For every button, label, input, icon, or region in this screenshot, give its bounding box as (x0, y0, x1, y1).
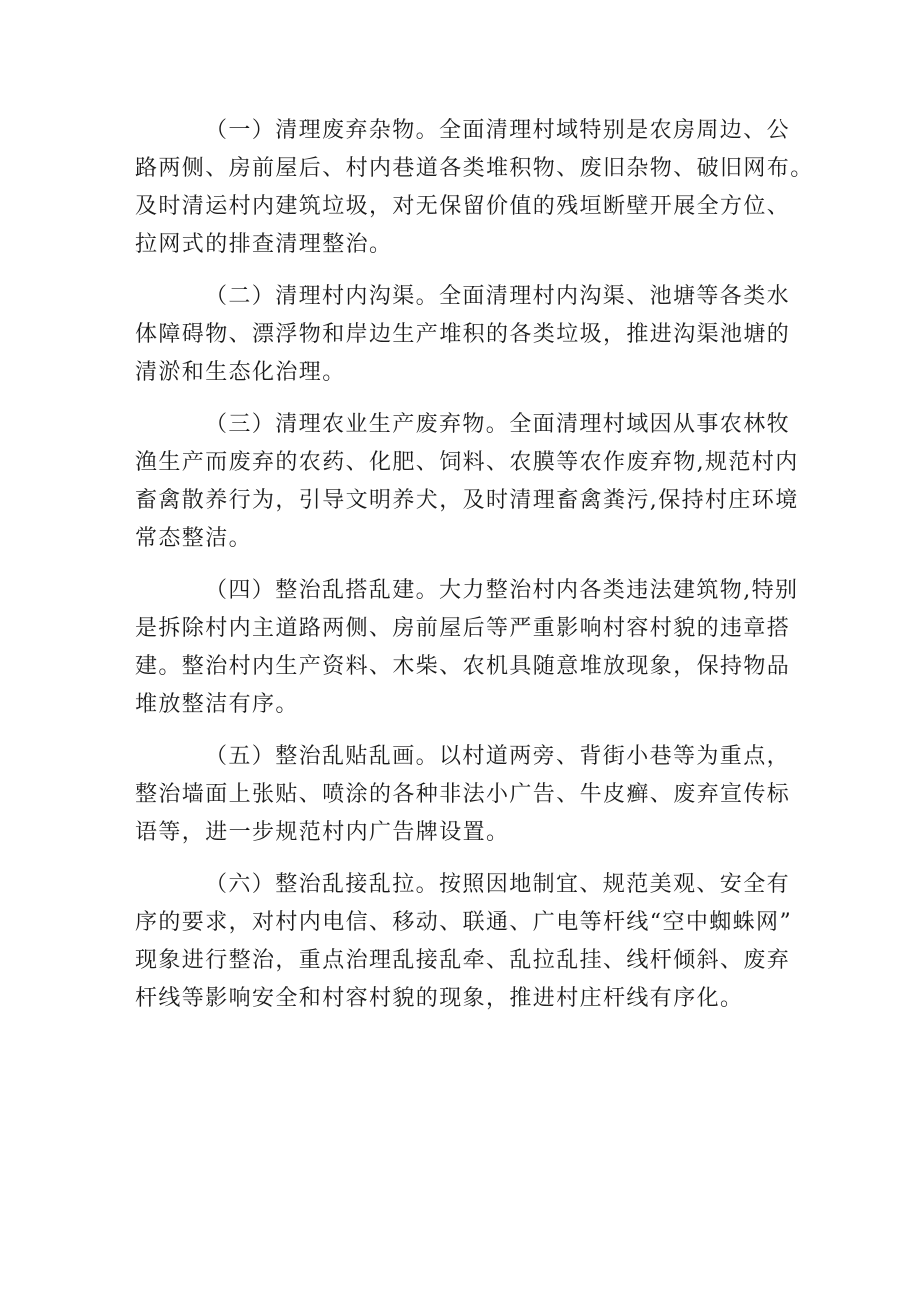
paragraph-line: 是拆除村内主道路两侧、房前屋后等严重影响村容村貌的违章搭 (135, 616, 791, 641)
paragraph-line: （六）整治乱接乱拉。按照因地制宜、规范美观、安全有 (205, 872, 791, 897)
paragraph-line: 及时清运村内建筑垃圾，对无保留价值的残垣断壁开展全方位、 (135, 194, 791, 219)
paragraph-line: 畜禽散养行为，引导文明养犬，及时清理畜禽粪污,保持村庄环境 (135, 488, 799, 513)
paragraph-line: 渔生产而废弃的农药、化肥、饲料、农膜等农作废弃物,规范村内 (135, 450, 799, 475)
paragraph-4 (135, 572, 803, 724)
paragraph-line: 常态整洁。 (135, 526, 253, 551)
paragraph-line: （二）清理村内沟渠。全面清理村内沟渠、池塘等各类水 (205, 284, 791, 309)
paragraph-1 (135, 112, 814, 264)
paragraph-line: 堆放整洁有序。 (135, 692, 299, 717)
paragraph-line: 整治墙面上张贴、喷涂的各种非法小广告、牛皮癣、废弃宣传标 (135, 782, 791, 807)
paragraph-line: （一）清理废弃杂物。全面清理村域特别是农房周边、公 (205, 118, 791, 143)
paragraph-5 (135, 738, 803, 852)
paragraph-line: （五）整治乱贴乱画。以村道两旁、背街小巷等为重点， (205, 744, 791, 769)
paragraph-line: 建。整治村内生产资料、木柴、农机具随意堆放现象，保持物品 (135, 654, 791, 679)
paragraph-line: 语等，进一步规范村内广告牌设置。 (135, 820, 510, 845)
paragraph-line: 现象进行整治，重点治理乱接乱牵、乱拉乱挂、线杆倾斜、废弃 (135, 948, 791, 973)
paragraph-line: 路两侧、房前屋后、村内巷道各类堆积物、废旧杂物、破旧网布。 (135, 156, 814, 181)
document-body (135, 112, 814, 1032)
paragraph-line: 清淤和生态化治理。 (135, 360, 346, 385)
paragraph-line: 拉网式的排查清理整治。 (135, 232, 393, 257)
paragraph-line: （四）整治乱搭乱建。大力整治村内各类违法建筑物,特别 (205, 578, 799, 603)
paragraph-line: 体障碍物、漂浮物和岸边生产堆积的各类垃圾，推进沟渠池塘的 (135, 322, 791, 347)
paragraph-3 (135, 406, 803, 558)
paragraph-6 (135, 866, 803, 1018)
paragraph-2 (135, 278, 803, 392)
paragraph-line: 序的要求，对村内电信、移动、联通、广电等杆线“空中蜘蛛网” (135, 910, 793, 935)
paragraph-line: 杆线等影响安全和村容村貌的现象，推进村庄杆线有序化。 (135, 986, 744, 1011)
paragraph-line: （三）清理农业生产废弃物。全面清理村域因从事农林牧 (205, 412, 791, 437)
